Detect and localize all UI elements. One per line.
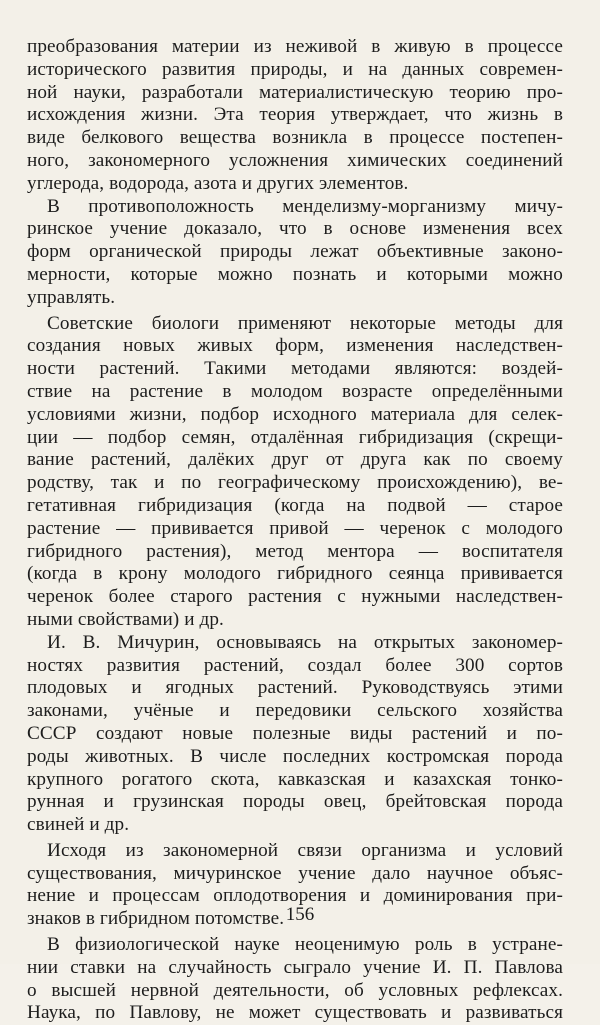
page-number: 156 [285, 904, 315, 925]
text-line: гибридного растения), метод ментора — воспитателя [27, 540, 563, 562]
text-line: В противоположность менделизму-морганизму мичу- [47, 195, 563, 217]
paragraph-1 [27, 36, 563, 196]
text-line: гетативная гибридизация (когда на подвой — старое [27, 494, 563, 516]
text-line: о высшей нервной деятельности, об условных рефлексах. [27, 979, 563, 1001]
paragraph-6 [27, 934, 563, 1025]
text-line: крупного рогатого скота, кавказская и казахская тонко- [27, 768, 563, 790]
paragraph-4 [27, 632, 563, 837]
text-line: рунная и грузинская породы овец, брейтовская порода [27, 791, 563, 813]
text-line: черенок более старого растения с нужными наследствен- [27, 586, 563, 608]
text-line: плодовых и ягодных растений. Руководствуясь этими [27, 677, 563, 699]
text-line: углерода, водорода, азота и других элементов. [27, 172, 409, 194]
paragraph-2 [27, 196, 563, 310]
text-line: растение — прививается привой — черенок с молодого [27, 517, 563, 539]
text-line: исторического развития природы, и на данных современ- [27, 58, 563, 80]
text-line: знаков в гибридном потомстве. [27, 908, 285, 930]
text-line: ции — подбор семян, отдалённая гибридизация (скрещи- [27, 426, 563, 448]
text-line: законами, учёные и передовики сельского хозяйства [27, 700, 563, 722]
text-line: создания новых живых форм, изменения наследствен- [27, 335, 563, 357]
text-line: преобразования материи из неживой в живую в процессе [27, 36, 563, 57]
text-line: ностях развития растений, создал более 300 сортов [27, 654, 563, 676]
text-line: ными свойствами) и др. [27, 608, 224, 630]
text-line: вание растений, далёких друг от друга как по своему [27, 449, 563, 471]
text-line: СССР создают новые полезные виды растений и по- [27, 722, 563, 744]
text-line: ного, закономерного усложнения химических соединений [27, 149, 563, 171]
text-line: И. В. Мичурин, основываясь на открытых закономер- [47, 631, 563, 653]
text-line: существования, мичуринское учение дало научное объяс- [27, 862, 563, 884]
text-line: виде белкового вещества возникла в процессе постепен- [27, 127, 563, 149]
text-line: роды животных. В числе последних костромская порода [27, 745, 563, 767]
text-line: ствие на растение в молодом возрасте определёнными [27, 380, 563, 402]
text-line: Наука, по Павлову, не может существовать и развиваться [27, 1002, 563, 1024]
text-line: родству, так и по географическому происхождению), ве- [27, 472, 563, 494]
text-line: исхождения жизни. Эта теория утверждает, что жизнь в [27, 104, 563, 126]
text-line: мерности, которые можно познать и которыми можно [27, 263, 563, 285]
text-line: ринское учение доказало, что в основе изменения всех [27, 218, 563, 240]
paragraph-3 [27, 313, 563, 632]
text-line: (когда в крону молодого гибридного сеянца прививается [27, 563, 563, 585]
text-line: В физиологической науке неоценимую роль в устране- [47, 934, 563, 956]
text-line: ной науки, разработали материалистическую теорию про- [27, 81, 563, 103]
text-line: нии ставки на случайность сыграло учение И. П. Павлова [27, 956, 563, 978]
text-line: форм органической природы лежат объективные законо- [27, 241, 563, 263]
text-line: нение и процессам оплодотворения и доминирования при- [27, 885, 563, 907]
text-line: управлять. [27, 286, 116, 308]
text-line: ности растений. Такими методами являются: воздей- [27, 358, 563, 380]
text-line: свиней и др. [27, 814, 130, 836]
text-line: условиями жизни, подбор исходного материала для селек- [27, 403, 563, 425]
body-text [27, 36, 563, 1025]
text-line: Исходя из закономерной связи организма и условий [47, 839, 563, 861]
text-line: Советские биологи применяют некоторые методы для [47, 312, 563, 334]
